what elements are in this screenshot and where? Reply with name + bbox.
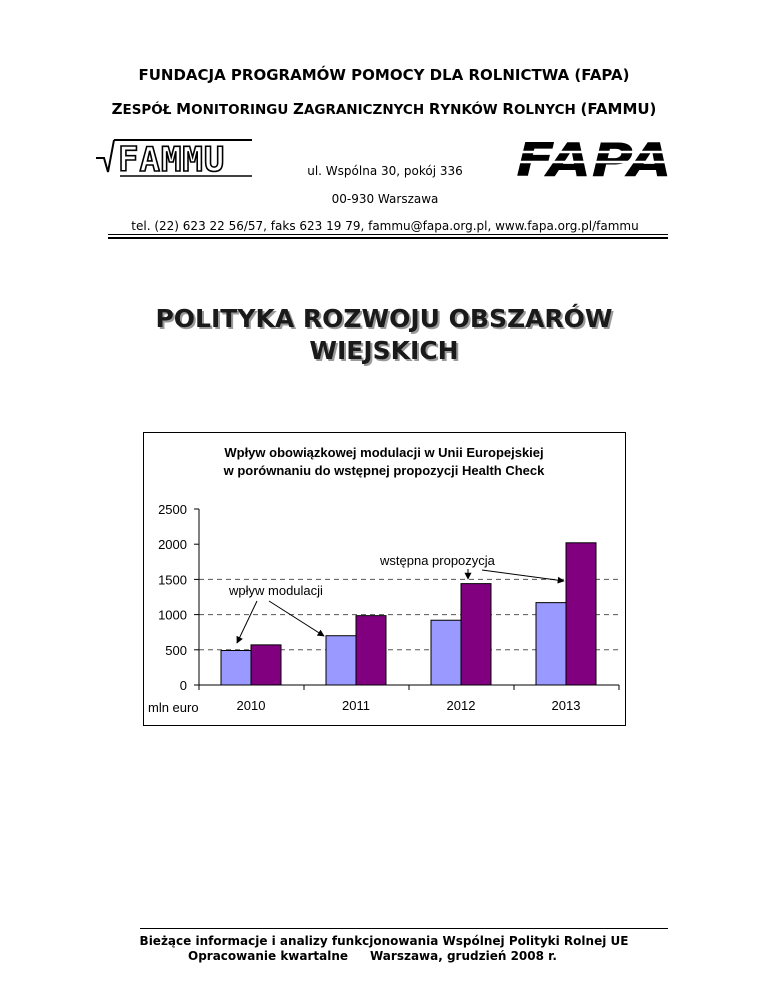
footer-frequency: Opracowanie kwartalne xyxy=(188,949,349,963)
fapa-logo xyxy=(516,140,674,180)
team-title-part: ESPÓŁ xyxy=(122,102,177,118)
x-tick-label: 2013 xyxy=(551,698,581,713)
x-tick-label: 2010 xyxy=(236,698,266,713)
x-tick-label: 2011 xyxy=(342,698,370,713)
y-tick-label: 500 xyxy=(165,642,187,658)
document-title-line: POLITYKA ROZWOJU OBSZARÓW xyxy=(155,304,613,333)
team-title-part: ONITORINGU xyxy=(191,102,294,118)
bar-2012-modulacja xyxy=(431,620,461,685)
team-title xyxy=(0,100,768,118)
fapa-logo-text: FAPA xyxy=(516,140,672,180)
y-tick-label: 1500 xyxy=(158,572,187,588)
chart-title-line1: Wpływ obowiązkowej modulacji w Unii Europejskiej xyxy=(224,445,544,460)
chart-container xyxy=(143,432,626,726)
annotation-arrow xyxy=(237,601,257,643)
y-tick-label: 2500 xyxy=(158,502,187,517)
annotation-arrow xyxy=(269,601,324,636)
team-title-letter: Z xyxy=(111,100,123,118)
bar-2010-propozycja xyxy=(251,645,281,685)
team-title-letter: R xyxy=(502,100,514,118)
bar-2013-propozycja xyxy=(566,543,596,685)
team-title-part: AGRANICZNYCH xyxy=(303,102,429,118)
annotation-propozycja: wstępna propozycja xyxy=(380,553,495,568)
bar-2011-propozycja xyxy=(356,616,386,685)
document-title xyxy=(0,303,768,367)
y-axis-unit: mln euro xyxy=(148,700,199,715)
organization-title: FUNDACJA PROGRAMÓW POMOCY DLA ROLNICTWA (FAPA) xyxy=(138,66,630,84)
document-title-line: WIEJSKICH xyxy=(309,336,459,365)
y-tick-label: 0 xyxy=(179,678,187,693)
bar-2011-modulacja xyxy=(326,636,356,685)
bar-chart xyxy=(144,433,625,725)
header-divider xyxy=(108,234,668,235)
contact-info: tel. (22) 623 22 56/57, faks 623 19 79, fammu@fapa.org.pl, www.fapa.org.pl/fammu xyxy=(131,219,639,233)
fammu-logo-text: FAMMU xyxy=(118,140,226,180)
annotation-modulacja: wpływ modulacji xyxy=(229,583,323,598)
footer-divider xyxy=(140,928,668,929)
team-title-part: YNKÓW xyxy=(440,102,503,118)
x-tick-label: 2012 xyxy=(446,698,476,713)
y-tick-label: 2000 xyxy=(158,537,187,553)
bar-2010-modulacja xyxy=(221,651,251,685)
footer-place-date: Warszawa, grudzień 2008 r. xyxy=(370,949,557,963)
team-title-part: OLNYCH xyxy=(513,102,581,118)
team-title-abbr: (FAMMU) xyxy=(580,100,657,118)
footer-description: Bieżące informacje i analizy funkcjonowania Wspólnej Polityki Rolnej UE xyxy=(139,934,629,948)
address-city: 00-930 Warszawa xyxy=(331,192,439,206)
team-title-letter: Z xyxy=(293,100,304,118)
header-divider xyxy=(108,237,668,239)
bar-2012-propozycja xyxy=(461,584,491,685)
address-street: ul. Wspólna 30, pokój 336 xyxy=(307,164,463,178)
chart-title-line2: w porównaniu do wstępnej propozycji Health Check xyxy=(223,463,545,478)
bar-2013-modulacja xyxy=(536,603,566,685)
team-title-letter: M xyxy=(176,100,192,118)
team-title-letter: R xyxy=(428,100,441,118)
fammu-logo xyxy=(94,136,254,182)
y-tick-label: 1000 xyxy=(158,607,187,623)
